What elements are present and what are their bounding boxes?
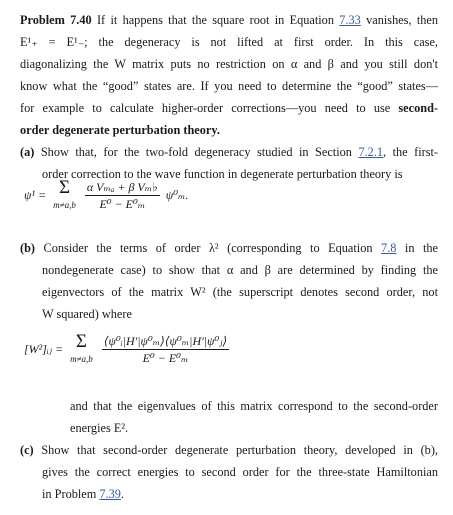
- equation-psi1: ψ¹ = Σ m≠a,b $\frac{\text{α Vₘₐ + β Vₘ♭}}{\text{E⁰ − E⁰ₘ}}$ ψ⁰ₘ.: [24, 177, 189, 211]
- part-b-line-5: and that the eigenvalues of this matrix correspond to the second-order: [70, 399, 438, 413]
- problem-line-1: Problem 7.40 If it happens that the square root in Equation 7.33 vanishes, then: [20, 13, 438, 27]
- part-b-line-3: eigenvectors of the matrix W² (the superscript denotes second order, not: [42, 285, 438, 299]
- problem-line-4: know what the “good” states are. If you need to determine the “good” states—: [20, 79, 438, 93]
- part-c-line-3: in Problem 7.39.: [42, 487, 124, 501]
- part-b-line-6: energies E².: [70, 421, 129, 435]
- problem-link-7-39[interactable]: 7.39: [99, 487, 121, 501]
- part-b-line-4: W squared) where: [42, 307, 132, 321]
- summation-symbol-2: Σ: [75, 331, 87, 352]
- equation-w2: [W²]ᵢⱼ = Σ m≠a,b $\frac{\text{⟨ψ⁰ᵢ|H′|ψ⁰ₘ⟩⟨ψ⁰ₘ|H′|ψ⁰ⱼ⟩}}{\text{E⁰ − E⁰ₘ}}$: [24, 331, 228, 365]
- part-a-line-2: order correction to the wave function in degenerate perturbation theory is: [42, 167, 403, 181]
- part-b-label: (b): [20, 241, 36, 255]
- fraction: $\frac{\text{α Vₘₐ + β Vₘ♭}}{\text{E⁰ − E⁰ₘ}}$: [86, 179, 158, 211]
- problem-line-6: order degenerate perturbation theory.: [20, 123, 220, 137]
- part-c-line-2: gives the correct energies to second order for the three-state Hamiltonian: [42, 465, 438, 479]
- problem-line-2: E¹₊ = E¹₋; the degeneracy is not lifted at first order. In this case,: [20, 35, 438, 49]
- fraction-2: $\frac{\text{⟨ψ⁰ᵢ|H′|ψ⁰ₘ⟩⟨ψ⁰ₘ|H′|ψ⁰ⱼ⟩}}{\text{E⁰ − E⁰ₘ}}$: [103, 333, 228, 365]
- section-link-7-2-1[interactable]: 7.2.1: [358, 145, 384, 159]
- summation-symbol: Σ: [58, 177, 71, 198]
- equation-link-7-8[interactable]: 7.8: [381, 241, 397, 255]
- part-b-line-2: nondegenerate case) to show that α and β are determined by finding the: [42, 263, 438, 277]
- part-a-label: (a): [20, 145, 35, 159]
- problem-label: Problem 7.40: [20, 13, 92, 27]
- part-c-label: (c): [20, 443, 34, 457]
- problem-line-5: for example to calculate higher-order corrections—you need to use second-: [20, 101, 438, 115]
- part-c-line-1: (c) Show that second-order degenerate perturbation theory, developed in (b),: [20, 443, 438, 457]
- problem-line-3: diagonalizing the W matrix puts no restriction on α and β and you still don't: [20, 57, 438, 71]
- part-a-line-1: (a) Show that, for the two-fold degeneracy studied in Section 7.2.1, the first-: [20, 145, 439, 159]
- part-b-line-1: (b) Consider the terms of order λ² (corresponding to Equation 7.8 in the: [20, 241, 438, 255]
- equation-link-7-33[interactable]: 7.33: [339, 13, 361, 27]
